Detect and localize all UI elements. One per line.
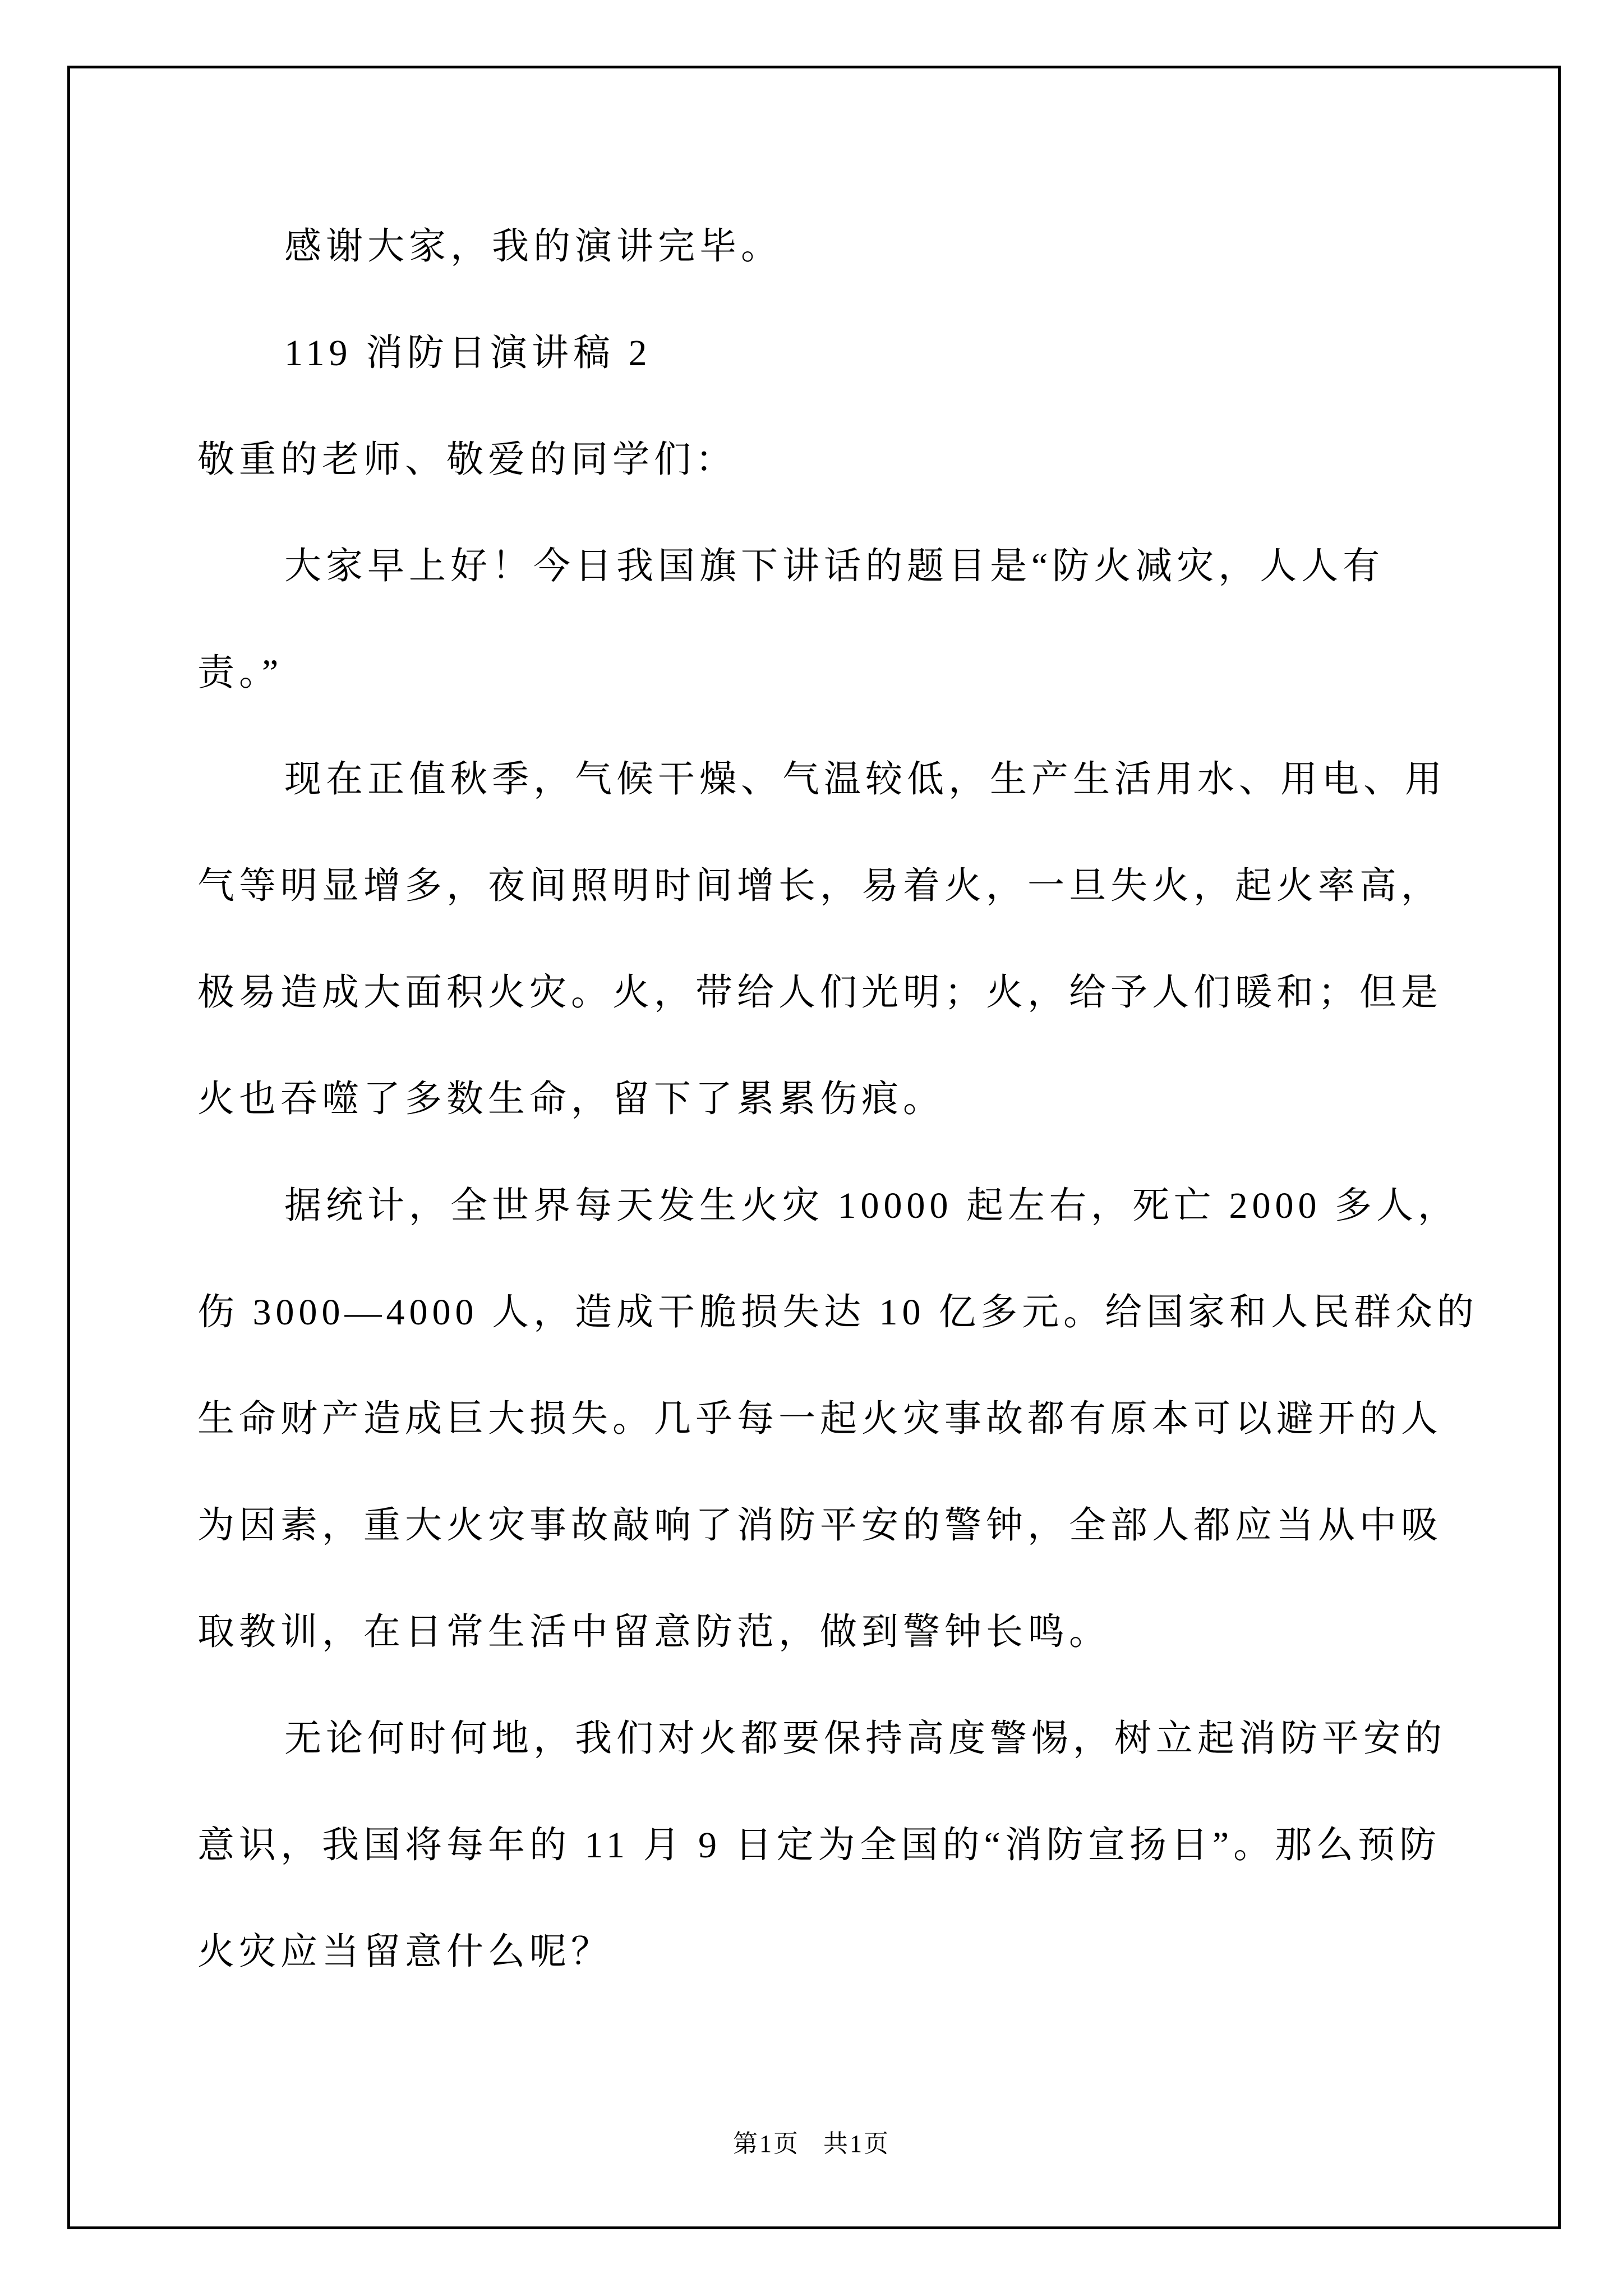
text-line: 极易造成大面积火灾。火，带给人们光明；火，给予人们暖和；但是 <box>197 972 1442 1013</box>
page-number-total: 共1页 <box>823 2130 890 2157</box>
text-line: 气等明显增多，夜间照明时间增长，易着火，一旦失火，起火率高， <box>197 866 1442 907</box>
text-line: 生命财产造成巨大损失。几乎每一起火灾事故都有原本可以避开的人 <box>197 1398 1442 1439</box>
text-line: 感谢大家，我的演讲完毕。 <box>284 226 782 267</box>
text-line: 取教训，在日常生活中留意防范，做到警钟长鸣。 <box>197 1612 1110 1653</box>
text-line: 火灾应当留意什么呢？ <box>197 1931 612 1972</box>
text-line: 大家早上好！今日我国旗下讲话的题目是“防火减灾，人人有 <box>284 546 1385 587</box>
text-line-section-title: 119 消防日演讲稿 2 <box>284 333 652 374</box>
text-line: 伤 3000—4000 人，造成干脆损失达 10 亿多元。给国家和人民群众的 <box>197 1292 1478 1333</box>
page-number-current: 第1页 <box>733 2130 800 2157</box>
document-body <box>197 194 1478 2005</box>
text-line: 责。” <box>197 652 283 693</box>
text-line: 据统计，全世界每天发生火灾 10000 起左右，死亡 2000 多人， <box>284 1185 1459 1226</box>
text-line: 为因素，重大火灾事故敲响了消防平安的警钟，全部人都应当从中吸 <box>197 1505 1442 1546</box>
text-line: 现在正值秋季，气候干燥、气温较低，生产生活用水、用电、用 <box>284 759 1446 800</box>
page-footer <box>0 2131 1623 2157</box>
text-line: 意识，我国将每年的 11 月 9 日定为全国的“消防宣扬日”。那么预防 <box>197 1825 1441 1866</box>
text-line: 无论何时何地，我们对火都要保持高度警惕，树立起消防平安的 <box>284 1718 1446 1759</box>
text-line-salutation: 敬重的老师、敬爱的同学们： <box>197 439 737 480</box>
text-line: 火也吞噬了多数生命，留下了累累伤痕。 <box>197 1079 944 1120</box>
